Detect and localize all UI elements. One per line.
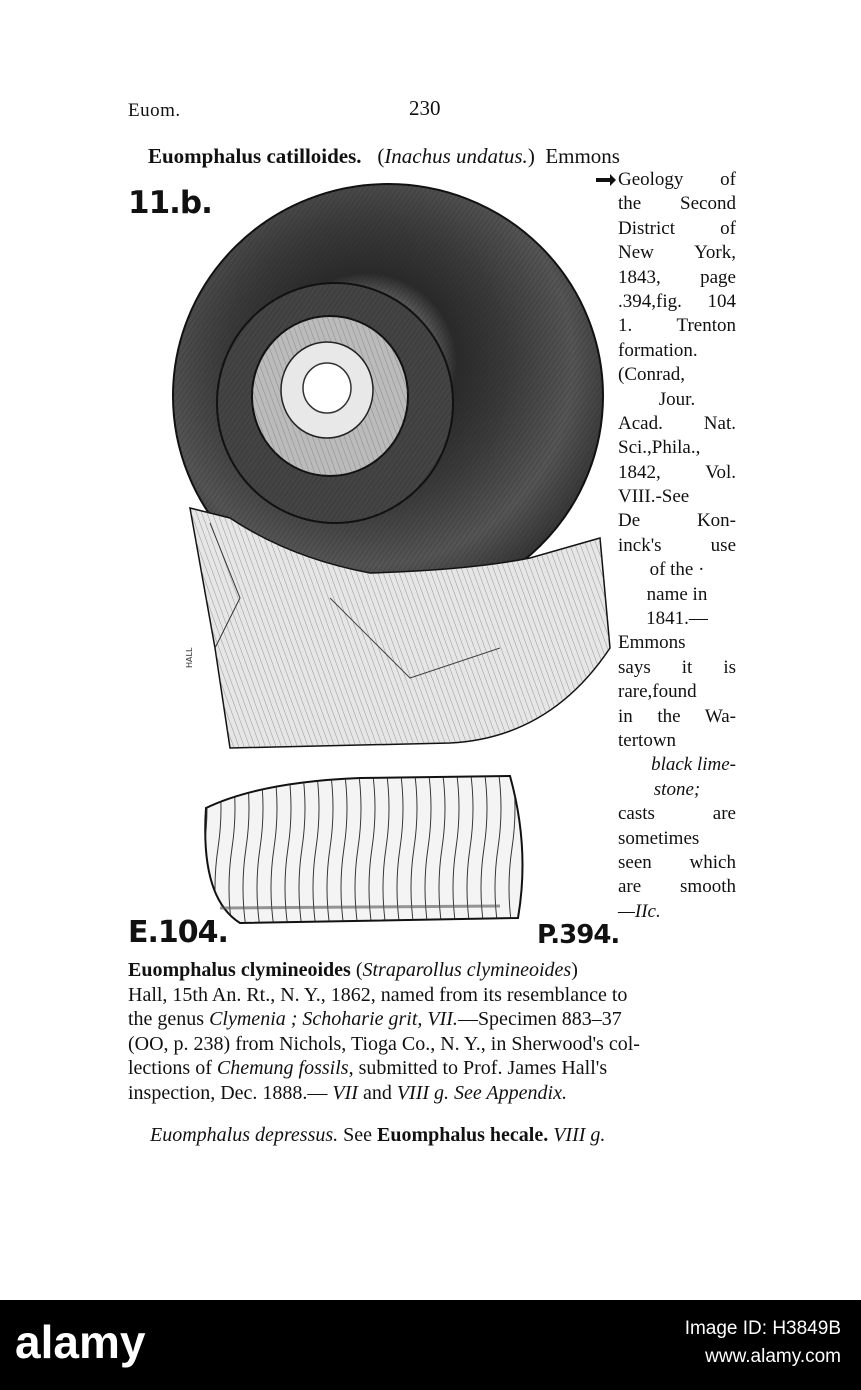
svg-text:alamy: alamy xyxy=(15,1318,146,1368)
synonym: Inachus undatus. xyxy=(384,144,528,168)
entry-paragraph xyxy=(128,958,736,1105)
engraver-signature: HALL xyxy=(185,647,194,668)
alamy-logo xyxy=(15,1318,235,1368)
handwritten-label-top: 11.b. xyxy=(128,185,212,221)
author: Emmons xyxy=(545,144,620,168)
paragraph-line: (OO, p. 238) from Nichols, Tioga Co., N. Y., in Sherwood's col- xyxy=(128,1032,640,1055)
page-number: 230 xyxy=(409,96,441,120)
shell-section-illustration xyxy=(200,768,540,928)
paragraph-line: Euomphalus clymineoides (Straparollus clymineoides) xyxy=(128,959,578,981)
running-header: Euom. xyxy=(128,100,181,121)
paragraph-line: the genus Clymenia ; Schoharie grit, VII.—Specimen 883–37 xyxy=(128,1008,622,1030)
shell-illustration xyxy=(170,178,620,768)
entry-title-line: Euomphalus catilloides. (Inachus undatus.) Emmons xyxy=(148,144,620,168)
site-url: www.alamy.com xyxy=(705,1346,841,1367)
handwritten-label-bottom-left: E.104. xyxy=(128,915,228,950)
side-column-text: Geology of the Second District of New York, 1843, page .394,fig. 104 1. Trenton formation. (Conrad, Jour. Acad. Nat. Sci.,Phila., 1842, Vol. VIII.-See De Kon- inck's use of the · name in 1841.— Emmons says it is rare,found in the Wa- tertown black lime- stone; casts are sometimes seen which are smooth —IIc. xyxy=(618,169,736,922)
paragraph-line: inspection, Dec. 1888.— VII and VIII g. See Appendix. xyxy=(128,1081,567,1104)
cross-reference-line: Euomphalus depressus. See Euomphalus hecale. VIII g. xyxy=(150,1124,606,1146)
paragraph-line: lections of Chemung fossils, submitted to Prof. James Hall's xyxy=(128,1057,608,1079)
paragraph-line: Hall, 15th An. Rt., N. Y., 1862, named from its resemblance to xyxy=(128,983,628,1006)
image-id: Image ID: H3849B xyxy=(684,1318,841,1339)
species-name: Euomphalus catilloides. xyxy=(148,144,362,168)
handwritten-label-bottom-right: P.394. xyxy=(537,920,620,950)
